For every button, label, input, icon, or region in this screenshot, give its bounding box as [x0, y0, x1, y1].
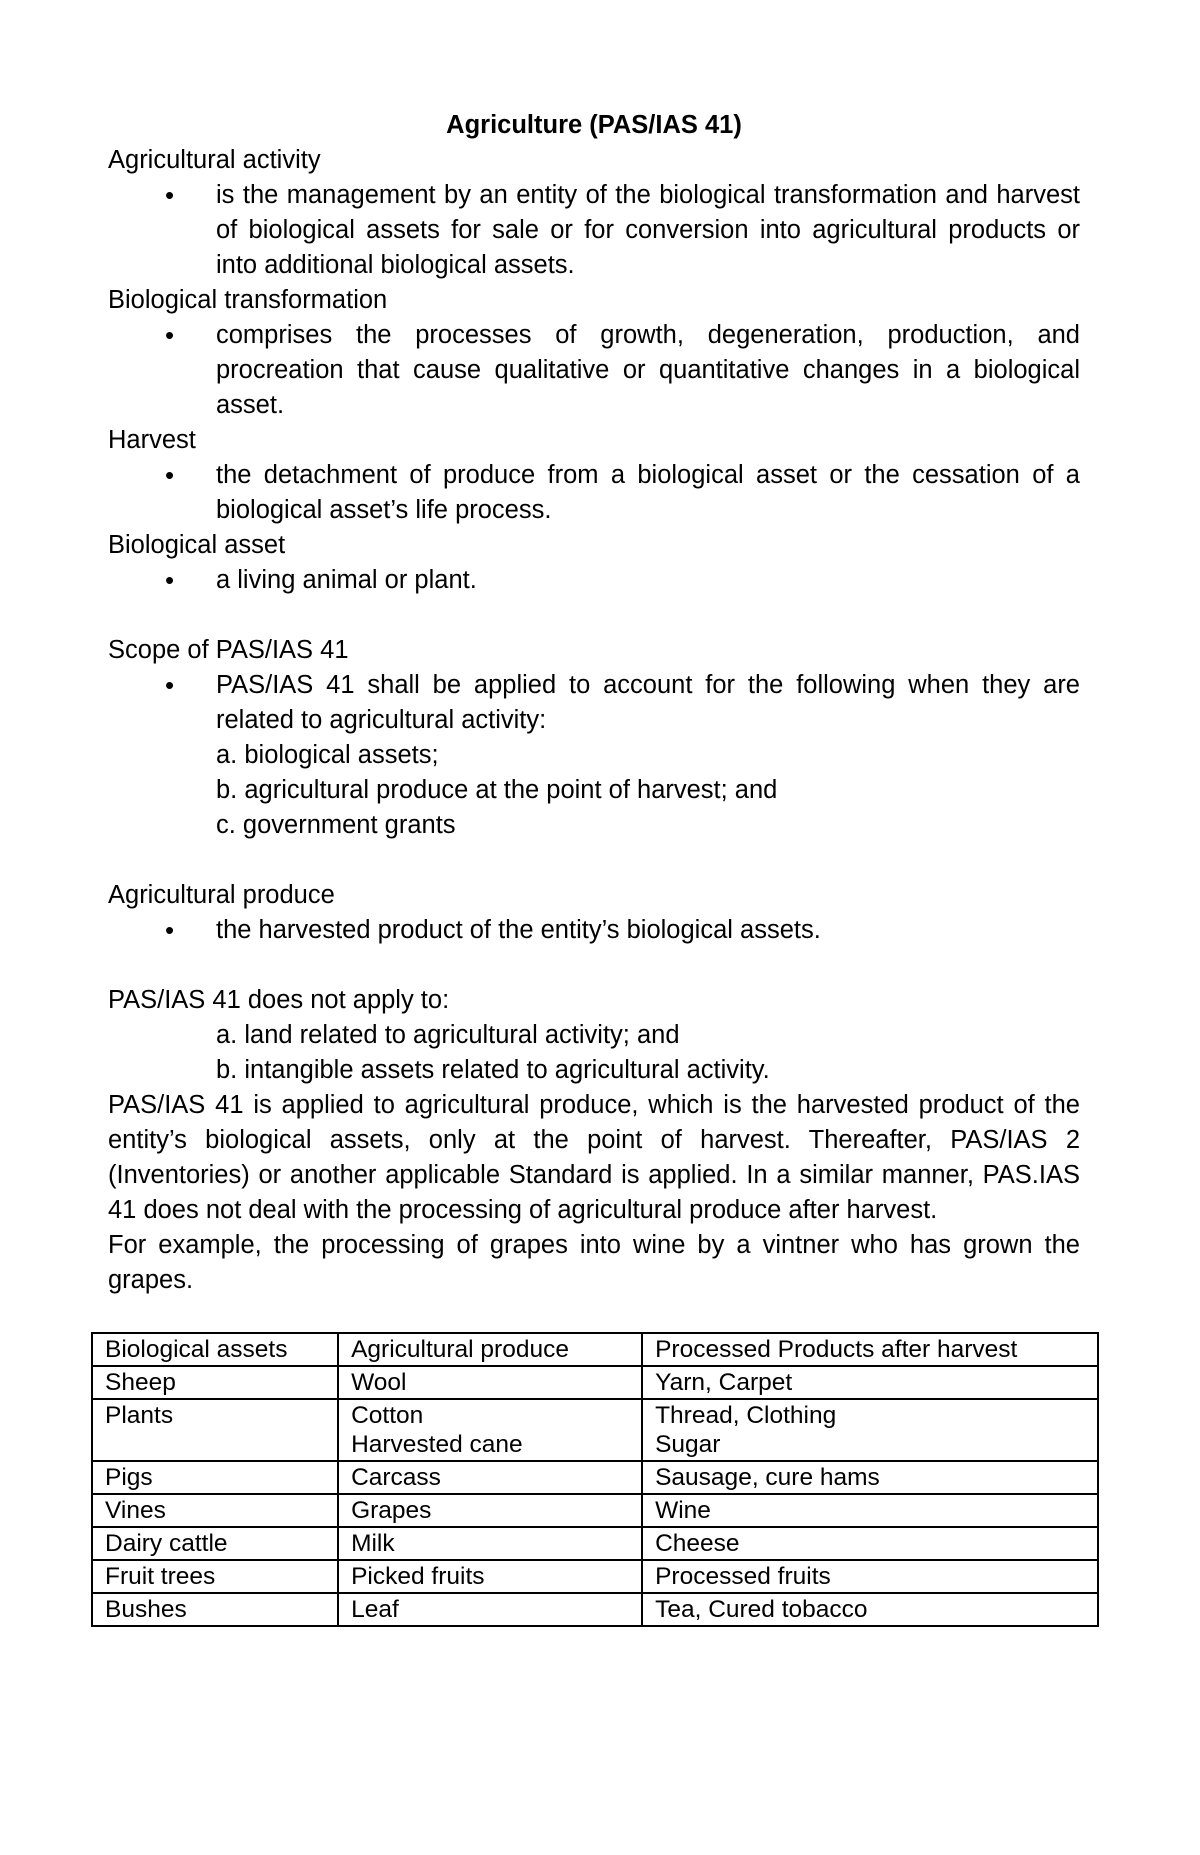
table-cell-processed: [642, 1461, 1098, 1494]
scope-heading: Scope of PAS/IAS 41: [108, 636, 349, 664]
table-cell-produce: [338, 1593, 642, 1626]
table-cell-asset: Plants: [92, 1399, 338, 1461]
definition-list: [108, 458, 1080, 528]
definition-bullet: • comprises the processes of growth, degeneration, production, and procreation that cause qualitative or quantitative changes in a biological asset.: [108, 318, 1080, 423]
not-apply-heading: PAS/IAS 41 does not apply to:: [108, 986, 450, 1014]
scope-bullet: • PAS/IAS 41 shall be applied to account for the following when they are related to agricultural activity:: [108, 668, 1080, 738]
table-cell-processed: [642, 1399, 1098, 1461]
definition-list: [108, 563, 1080, 598]
table-header-cell: Processed Products after harvest: [642, 1333, 1098, 1366]
cell-line: Sausage, cure hams: [655, 1464, 880, 1491]
table-row: [92, 1527, 1098, 1560]
scope-list: [108, 668, 1080, 738]
body-paragraph: For example, the processing of grapes into wine by a vintner who has grown the grapes.: [108, 1231, 1080, 1294]
cell-line: Yarn, Carpet: [655, 1369, 793, 1396]
term-heading: Biological asset: [108, 531, 286, 559]
cell-line: Cheese: [655, 1530, 740, 1557]
table-cell-processed: [642, 1494, 1098, 1527]
table-cell-produce: [338, 1560, 642, 1593]
table-cell-processed: [642, 1560, 1098, 1593]
cell-line: Cotton: [351, 1402, 424, 1429]
produce-bullet: • the harvested product of the entity’s biological assets.: [108, 913, 1080, 948]
scope-items: [108, 738, 1080, 843]
spacer: [108, 843, 1080, 878]
definition-bullet: • is the management by an entity of the biological transformation and harvest of biological assets for sale or for conversion into agricultural products or into additional biological assets.: [108, 178, 1080, 283]
term-heading: Biological transformation: [108, 286, 388, 314]
not-apply-item: b. intangible assets related to agricultural activity.: [216, 1056, 770, 1084]
cell-line: Tea, Cured tobacco: [655, 1596, 868, 1623]
table-header-row: [92, 1333, 1098, 1366]
cell-line: Leaf: [351, 1596, 399, 1623]
scope-item: c. government grants: [216, 811, 456, 839]
table-row: [92, 1461, 1098, 1494]
cell-line: Wool: [351, 1369, 407, 1396]
term-heading: Agricultural activity: [108, 146, 321, 174]
cell-line: Carcass: [351, 1464, 441, 1491]
cell-line: Sugar: [655, 1431, 721, 1458]
spacer: [108, 598, 1080, 633]
cell-line: Grapes: [351, 1497, 432, 1524]
produce-table: [91, 1332, 1099, 1627]
table-row: [92, 1593, 1098, 1626]
table-cell-produce: [338, 1366, 642, 1399]
produce-heading: Agricultural produce: [108, 881, 335, 909]
cell-line: Harvested cane: [351, 1431, 523, 1458]
term-heading: Harvest: [108, 426, 196, 454]
cell-line: Picked fruits: [351, 1563, 485, 1590]
spacer: [108, 948, 1080, 983]
table-cell-processed: [642, 1527, 1098, 1560]
table-cell-asset: Bushes: [92, 1593, 338, 1626]
table-row: [92, 1560, 1098, 1593]
scope-item: a. biological assets;: [216, 741, 439, 769]
table-cell-asset: Vines: [92, 1494, 338, 1527]
table-cell-produce: [338, 1494, 642, 1527]
table-cell-asset: Sheep: [92, 1366, 338, 1399]
not-apply-item: a. land related to agricultural activity; and: [216, 1021, 680, 1049]
table-row: [92, 1399, 1098, 1461]
page-title: Agriculture (PAS/IAS 41): [446, 111, 742, 139]
definition-bullet: • a living animal or plant.: [108, 563, 1080, 598]
scope-item: b. agricultural produce at the point of harvest; and: [216, 776, 778, 804]
table-cell-asset: Fruit trees: [92, 1560, 338, 1593]
body-paragraph: PAS/IAS 41 is applied to agricultural produce, which is the harvested product of the entity’s biological assets, only at the point of harvest. Thereafter, PAS/IAS 2 (Inventories) or another applicable Standard is applied. In a similar manner, PAS.IAS 41 does not deal with the processing of agricultural produce after harvest.: [108, 1091, 1080, 1224]
table-cell-asset: Pigs: [92, 1461, 338, 1494]
definition-list: [108, 178, 1080, 283]
cell-line: Milk: [351, 1530, 395, 1557]
table-cell-produce: [338, 1527, 642, 1560]
cell-line: Wine: [655, 1497, 711, 1524]
table-cell-produce: [338, 1461, 642, 1494]
table-cell-asset: Dairy cattle: [92, 1527, 338, 1560]
table-row: [92, 1494, 1098, 1527]
table-cell-processed: [642, 1366, 1098, 1399]
not-apply-items: [108, 1018, 1080, 1088]
document-page: [108, 108, 1080, 1298]
table-row: [92, 1366, 1098, 1399]
cell-line: Thread, Clothing: [655, 1402, 837, 1429]
definition-bullet: • the detachment of produce from a biological asset or the cessation of a biological asset’s life process.: [108, 458, 1080, 528]
table-cell-produce: [338, 1399, 642, 1461]
cell-line: Processed fruits: [655, 1563, 831, 1590]
definition-list: [108, 318, 1080, 423]
table-cell-processed: [642, 1593, 1098, 1626]
produce-list: [108, 913, 1080, 948]
table-header-cell: Biological assets: [92, 1333, 338, 1366]
table-header-cell: Agricultural produce: [338, 1333, 642, 1366]
